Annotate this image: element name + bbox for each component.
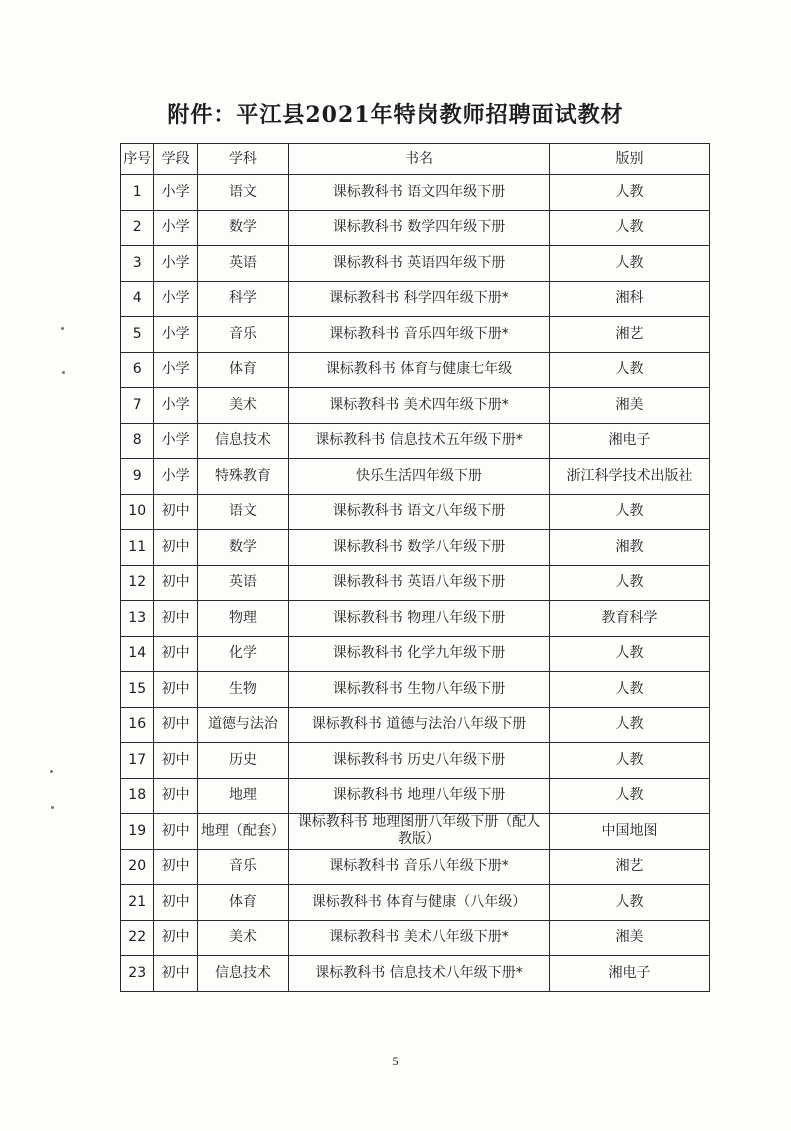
scan-speck xyxy=(62,371,65,374)
cell-publisher: 人教 xyxy=(550,743,710,779)
cell-stage: 小学 xyxy=(154,175,198,211)
cell-subject: 英语 xyxy=(197,246,288,282)
cell-book-name: 课标教科书 数学八年级下册 xyxy=(288,530,549,566)
scan-speck xyxy=(51,806,54,809)
cell-stage: 小学 xyxy=(154,423,198,459)
cell-publisher: 教育科学 xyxy=(550,601,710,637)
cell-book-name: 快乐生活四年级下册 xyxy=(288,459,549,495)
cell-index: 22 xyxy=(121,920,154,956)
cell-index: 2 xyxy=(121,210,154,246)
cell-subject: 特殊教育 xyxy=(197,459,288,495)
cell-index: 19 xyxy=(121,814,154,850)
cell-book-name: 课标教科书 体育与健康七年级 xyxy=(288,352,549,388)
header-stage: 学段 xyxy=(154,144,198,175)
table-row xyxy=(121,814,710,850)
cell-subject: 信息技术 xyxy=(197,423,288,459)
cell-publisher: 人教 xyxy=(550,246,710,282)
page-title: 附件：平江县2021年特岗教师招聘面试教材 xyxy=(167,102,624,128)
cell-subject: 生物 xyxy=(197,672,288,708)
table-row xyxy=(121,530,710,566)
cell-stage: 初中 xyxy=(154,778,198,814)
cell-book-name: 课标教科书 地理八年级下册 xyxy=(288,778,549,814)
table-row xyxy=(121,920,710,956)
cell-book-name: 课标教科书 美术四年级下册* xyxy=(288,388,549,424)
table-row xyxy=(121,423,710,459)
scan-speck xyxy=(50,770,53,773)
header-publisher: 版别 xyxy=(550,144,710,175)
cell-stage: 初中 xyxy=(154,743,198,779)
cell-publisher: 湘教 xyxy=(550,530,710,566)
table-row xyxy=(121,672,710,708)
cell-stage: 初中 xyxy=(154,814,198,850)
cell-publisher: 湘科 xyxy=(550,281,710,317)
cell-book-name: 课标教科书 科学四年级下册* xyxy=(288,281,549,317)
cell-book-name: 课标教科书 历史八年级下册 xyxy=(288,743,549,779)
page-number: 5 xyxy=(392,1054,399,1068)
cell-book-name: 课标教科书 音乐四年级下册* xyxy=(288,317,549,353)
cell-subject: 音乐 xyxy=(197,317,288,353)
table-row xyxy=(121,459,710,495)
cell-stage: 小学 xyxy=(154,459,198,495)
cell-publisher: 中国地图 xyxy=(550,814,710,850)
table-row xyxy=(121,317,710,353)
cell-stage: 小学 xyxy=(154,281,198,317)
cell-index: 11 xyxy=(121,530,154,566)
cell-stage: 小学 xyxy=(154,210,198,246)
cell-index: 23 xyxy=(121,956,154,992)
cell-subject: 地理 xyxy=(197,778,288,814)
header-index: 序号 xyxy=(121,144,154,175)
cell-stage: 初中 xyxy=(154,672,198,708)
table-body xyxy=(121,175,710,992)
cell-index: 9 xyxy=(121,459,154,495)
cell-subject: 地理（配套） xyxy=(197,814,288,850)
cell-book-name: 课标教科书 信息技术五年级下册* xyxy=(288,423,549,459)
cell-subject: 语文 xyxy=(197,175,288,211)
cell-book-name: 课标教科书 英语八年级下册 xyxy=(288,565,549,601)
cell-publisher: 湘美 xyxy=(550,388,710,424)
table-row xyxy=(121,388,710,424)
scan-speck xyxy=(61,327,64,330)
cell-subject: 体育 xyxy=(197,885,288,921)
table-row xyxy=(121,246,710,282)
table-row xyxy=(121,707,710,743)
cell-subject: 信息技术 xyxy=(197,956,288,992)
cell-publisher: 浙江科学技术出版社 xyxy=(550,459,710,495)
cell-index: 14 xyxy=(121,636,154,672)
cell-stage: 初中 xyxy=(154,494,198,530)
textbook-table xyxy=(120,143,710,992)
cell-index: 12 xyxy=(121,565,154,601)
cell-stage: 初中 xyxy=(154,849,198,885)
cell-stage: 初中 xyxy=(154,530,198,566)
header-book-name: 书名 xyxy=(288,144,549,175)
cell-book-name: 课标教科书 数学四年级下册 xyxy=(288,210,549,246)
cell-publisher: 人教 xyxy=(550,565,710,601)
cell-index: 18 xyxy=(121,778,154,814)
cell-publisher: 人教 xyxy=(550,778,710,814)
cell-stage: 初中 xyxy=(154,601,198,637)
table-row xyxy=(121,601,710,637)
cell-stage: 初中 xyxy=(154,956,198,992)
cell-index: 10 xyxy=(121,494,154,530)
cell-stage: 初中 xyxy=(154,885,198,921)
cell-subject: 英语 xyxy=(197,565,288,601)
cell-publisher: 湘电子 xyxy=(550,423,710,459)
table-row xyxy=(121,565,710,601)
cell-publisher: 人教 xyxy=(550,175,710,211)
cell-index: 16 xyxy=(121,707,154,743)
cell-book-name: 课标教科书 道德与法治八年级下册 xyxy=(288,707,549,743)
cell-subject: 科学 xyxy=(197,281,288,317)
table-row xyxy=(121,849,710,885)
table-row xyxy=(121,636,710,672)
cell-stage: 初中 xyxy=(154,636,198,672)
table-row xyxy=(121,778,710,814)
cell-stage: 小学 xyxy=(154,246,198,282)
cell-index: 7 xyxy=(121,388,154,424)
cell-publisher: 湘艺 xyxy=(550,317,710,353)
cell-stage: 小学 xyxy=(154,317,198,353)
cell-publisher: 人教 xyxy=(550,707,710,743)
cell-book-name: 课标教科书 英语四年级下册 xyxy=(288,246,549,282)
table-row xyxy=(121,743,710,779)
cell-subject: 语文 xyxy=(197,494,288,530)
cell-publisher: 人教 xyxy=(550,210,710,246)
cell-subject: 美术 xyxy=(197,388,288,424)
cell-stage: 初中 xyxy=(154,565,198,601)
cell-book-name: 课标教科书 音乐八年级下册* xyxy=(288,849,549,885)
cell-index: 13 xyxy=(121,601,154,637)
cell-publisher: 人教 xyxy=(550,672,710,708)
cell-publisher: 人教 xyxy=(550,352,710,388)
cell-book-name: 课标教科书 物理八年级下册 xyxy=(288,601,549,637)
table-row xyxy=(121,175,710,211)
cell-index: 8 xyxy=(121,423,154,459)
header-subject: 学科 xyxy=(197,144,288,175)
cell-publisher: 人教 xyxy=(550,885,710,921)
table-header-row xyxy=(121,144,710,175)
cell-index: 4 xyxy=(121,281,154,317)
cell-subject: 道德与法治 xyxy=(197,707,288,743)
cell-subject: 体育 xyxy=(197,352,288,388)
cell-book-name: 课标教科书 生物八年级下册 xyxy=(288,672,549,708)
cell-index: 6 xyxy=(121,352,154,388)
cell-book-name: 课标教科书 语文八年级下册 xyxy=(288,494,549,530)
cell-publisher: 湘艺 xyxy=(550,849,710,885)
cell-subject: 数学 xyxy=(197,210,288,246)
cell-book-name: 课标教科书 语文四年级下册 xyxy=(288,175,549,211)
cell-index: 3 xyxy=(121,246,154,282)
cell-book-name: 课标教科书 信息技术八年级下册* xyxy=(288,956,549,992)
table-row xyxy=(121,885,710,921)
cell-stage: 小学 xyxy=(154,352,198,388)
cell-stage: 初中 xyxy=(154,707,198,743)
cell-subject: 美术 xyxy=(197,920,288,956)
cell-subject: 音乐 xyxy=(197,849,288,885)
cell-publisher: 人教 xyxy=(550,636,710,672)
cell-book-name: 课标教科书 化学九年级下册 xyxy=(288,636,549,672)
table-row xyxy=(121,956,710,992)
table-row xyxy=(121,281,710,317)
table-row xyxy=(121,494,710,530)
cell-book-name: 课标教科书 地理图册八年级下册（配人教版） xyxy=(288,814,549,850)
cell-stage: 初中 xyxy=(154,920,198,956)
cell-publisher: 湘美 xyxy=(550,920,710,956)
cell-subject: 数学 xyxy=(197,530,288,566)
cell-index: 1 xyxy=(121,175,154,211)
cell-index: 5 xyxy=(121,317,154,353)
cell-index: 15 xyxy=(121,672,154,708)
cell-book-name: 课标教科书 体育与健康（八年级） xyxy=(288,885,549,921)
cell-index: 20 xyxy=(121,849,154,885)
cell-subject: 化学 xyxy=(197,636,288,672)
cell-book-name: 课标教科书 美术八年级下册* xyxy=(288,920,549,956)
cell-index: 21 xyxy=(121,885,154,921)
table-row xyxy=(121,352,710,388)
cell-subject: 历史 xyxy=(197,743,288,779)
cell-stage: 小学 xyxy=(154,388,198,424)
cell-publisher: 湘电子 xyxy=(550,956,710,992)
cell-publisher: 人教 xyxy=(550,494,710,530)
table-row xyxy=(121,210,710,246)
cell-index: 17 xyxy=(121,743,154,779)
cell-subject: 物理 xyxy=(197,601,288,637)
